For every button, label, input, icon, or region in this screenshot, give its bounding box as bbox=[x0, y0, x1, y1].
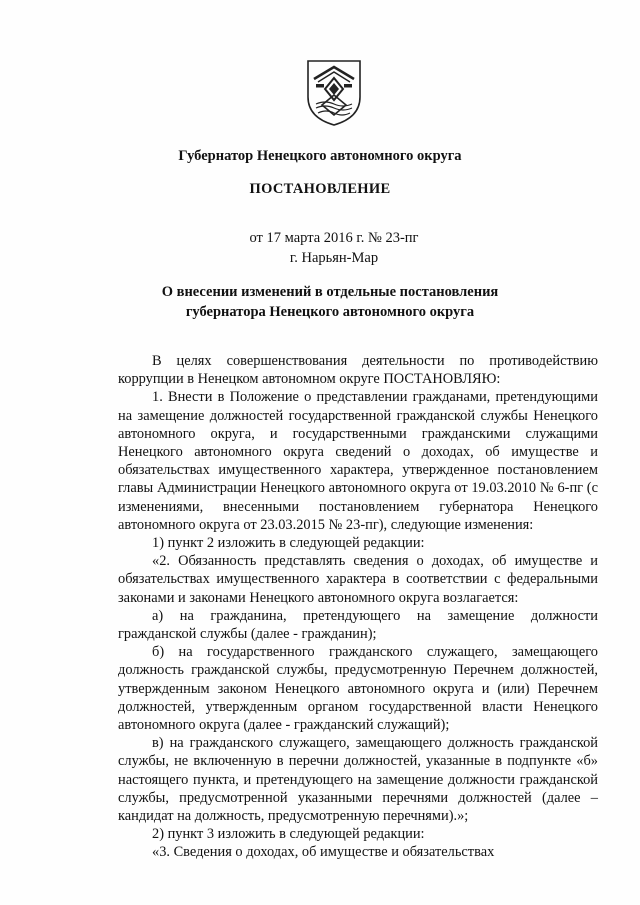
document-city: г. Нарьян-Мар bbox=[289, 250, 379, 266]
body-paragraph: 1) пункт 2 изложить в следующей редакции: bbox=[152, 535, 425, 552]
body-paragraph: «2. Обязанность представлять сведения о доходах, об имуществе и обязательствах имущественного характера в соответствии с федеральными законами и законами Ненецкого автономного округа возлагается: bbox=[118, 553, 598, 606]
document-type: ПОСТАНОВЛЕНИЕ bbox=[249, 181, 391, 197]
body-paragraph: «3. Сведения о доходах, об имуществе и обязательствах bbox=[152, 844, 495, 861]
body-paragraph: 2) пункт 3 изложить в следующей редакции: bbox=[152, 826, 425, 843]
issuer-title: Губернатор Ненецкого автономного округа bbox=[178, 148, 462, 164]
document-body bbox=[118, 352, 598, 862]
body-paragraph: В целях совершенствования деятельности по противодействию коррупции в Ненецком автономном округе ПОСТАНОВЛЯЮ: bbox=[118, 353, 598, 388]
subject-line-1: О внесении изменений в отдельные постановления bbox=[161, 284, 499, 300]
document-subject bbox=[10, 282, 640, 322]
document-date-number: от 17 марта 2016 г. № 23-пг bbox=[249, 230, 419, 246]
coat-of-arms-emblem bbox=[304, 57, 364, 127]
body-paragraph: а) на гражданина, претендующего на замещение должности гражданской службы (далее - гражданин); bbox=[118, 607, 598, 643]
body-paragraph: б) на государственного гражданского служащего, замещающего должность гражданской службы, предусмотренную Перечнем должностей, утвержденным законом Ненецкого автономного округа и (или) Перечнем должностей, утвержденным органом государственной власти Ненецкого автономного округа (далее - гражданский служащий); bbox=[118, 644, 598, 734]
body-paragraph: в) на гражданского служащего, замещающего должность гражданской службы, не включенную в перечни должностей, указанные в подпункте «б» настоящего пункта, и претендующего на замещение должности гражданской службы, предусмотренной указанными перечнями должностей (далее – кандидат на должность, предусмотренную перечнями).»; bbox=[118, 735, 598, 825]
body-paragraph: 1. Внести в Положение о представлении гражданами, претендующими на замещение должностей государственной гражданской службы Ненецкого автономного округа, и государственными гражданскими служащими Ненецкого автономного округа сведений о доходах, об имуществе и обязательствах имущественного характера, утвержденное постановлением главы Администрации Ненецкого автономного округа от 19.03.2010 № 6-пг (с изменениями, внесенными постановлением губернатора Ненецкого автономного округа от 23.03.2015 № 23-пг), следующие изменения: bbox=[118, 389, 598, 533]
subject-line-2: губернатора Ненецкого автономного округа bbox=[185, 304, 475, 320]
